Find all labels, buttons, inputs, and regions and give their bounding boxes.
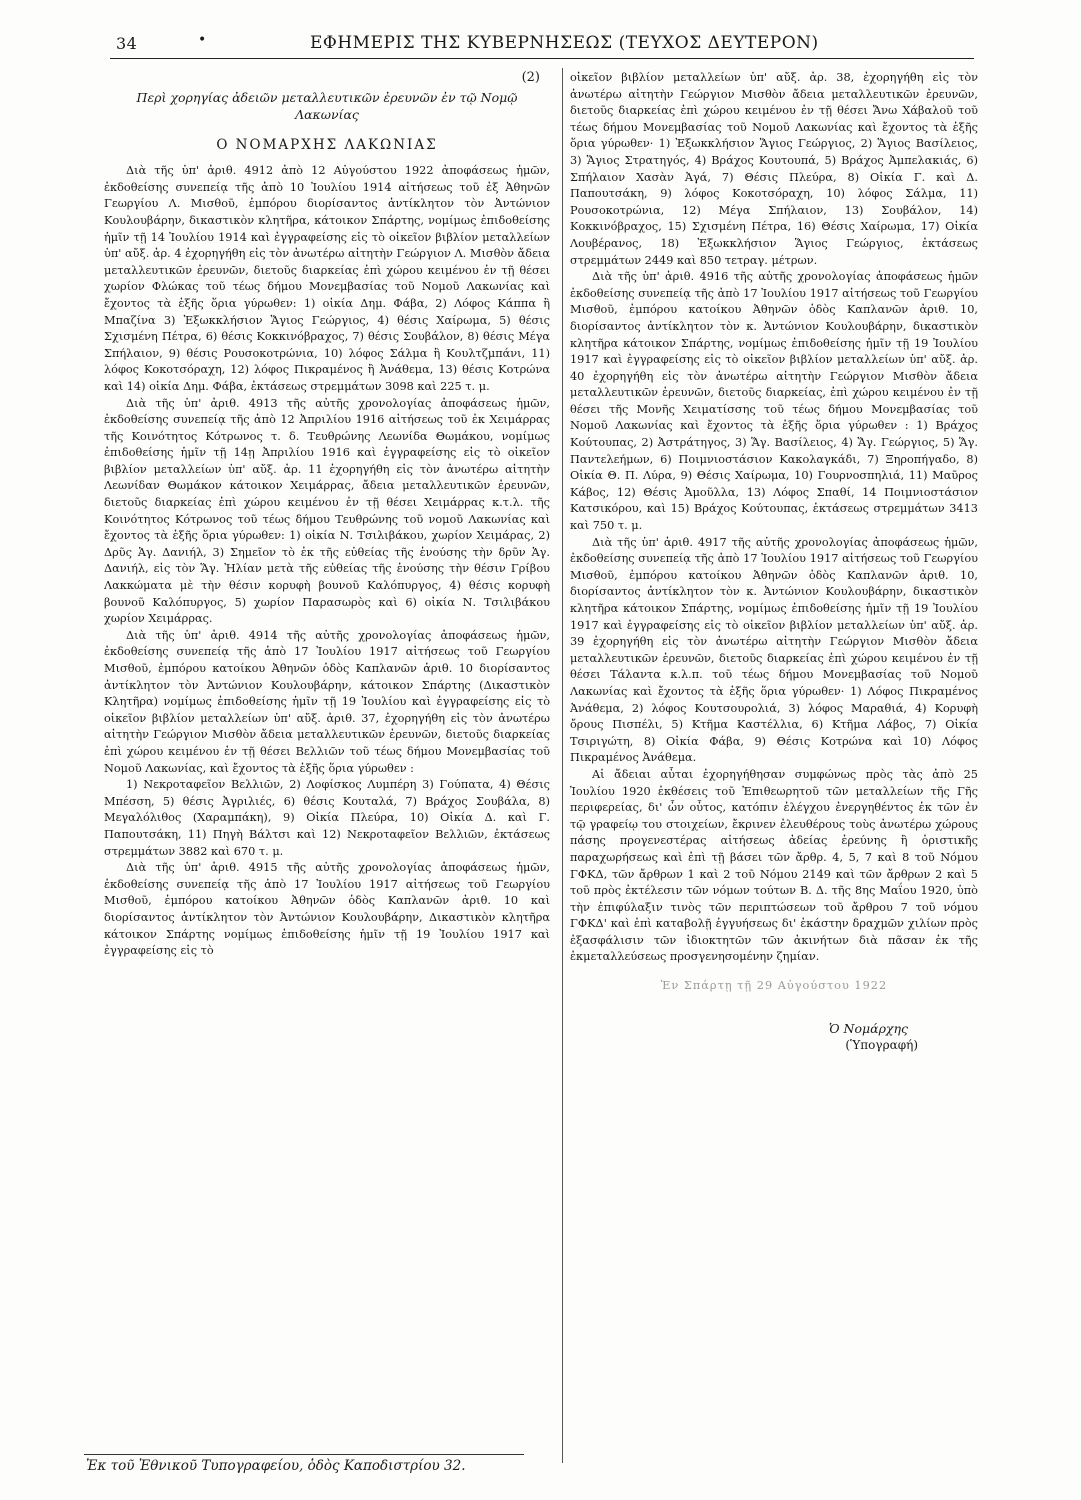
issuing-authority: Ο ΝΟΜΑΡΧΗΣ ΛΑΚΩΝΙΑΣ — [216, 136, 438, 153]
paragraph-4912: Διὰ τῆς ὑπ' ἀριθ. 4912 ἀπὸ 12 Αὐγούστου 1922 ἀποφάσεως ἡμῶν, ἐκδοθείσης συνεπείᾳ τῆς ἀπὸ 10 Ἰουλίου 1914 αἰτήσεως τοῦ ἐξ Ἀθηνῶν Γεωργίου Λ. Μισθοῦ, ἐμπόρου διορίσαντος ἀντίκλητον τὸν Ἀντώνιον Κουλουβάρην, δικαστικὸν κλητῆρα, κάτοικον Σπάρτης, νομίμως ἐπιδοθείσης ἡμῖν τῇ 14 Ἰουλίου 1914 καὶ ἐγγραφείσης εἰς τὸ οἰκεῖον βιβλίον μεταλλείων ὑπ' αὔξ. ἀρ. 4 ἐχορηγήθη εἰς τὸν ἀνωτέρω αἰτητὴν Γεώργιον Λ. Μισθὸν ἄδεια μεταλλευτικῶν ἐρευνῶν, διετοῦς διαρκείας ἐπὶ χώρου κειμένου ἐν τῇ θέσει χωρίον Φλώκας τοῦ τέως δήμου Μονεμβασίας τοῦ Νομοῦ Λακωνίας καὶ ἔχοντος τὰ ἑξῆς ὅρια γύρωθεν: 1) οἰκία Δημ. Φάβα, 2) Λόφος Κάππα ἢ Μπαζίνα 3) Ἐξωκκλήσιον Ἅγιος Γεώργιος, 4) θέσις Χαίρωμα, 5) θέσις Σχισμένη Πέτρα, 6) θέσις Κοκκινόβραχος, 7) θέσις Σουβάλον, 8) θέσις Μέγα Σπήλαιον, 9) θέσις Ρουσοκοτρώνια, 10) λόφος Σάλμα ἢ Κουλτζμπάνι, 11) λόφος Κοκοτσόραχη, 12) λόφος Πικραμένος ἢ Ἀνάθεμα, 13) θέσις Κοτρώνα καὶ 14) οἰκία Δημ. Φάβα, ἐκτάσεως στρεμμάτων 3098 καὶ 225 τ. μ. — [104, 164, 550, 393]
printer-footer: Ἐκ τοῦ Ἐθνικοῦ Τυπογραφείου, ὁδὸς Καποδιστρίου 32. — [86, 1458, 466, 1474]
decision-subject: Περὶ χορηγίας ἀδειῶν μεταλλευτικῶν ἐρευνῶν ἐν τῷ Νομῷ Λακωνίας — [136, 89, 518, 122]
decision-number: (2) — [521, 70, 540, 85]
paragraph-4915-start: Διὰ τῆς ὑπ' ἀριθ. 4915 τῆς αὐτῆς χρονολογίας ἀποφάσεως ἡμῶν, ἐκδοθείσης συνεπείᾳ τῆς ἀπὸ 17 Ἰουλίου 1917 αἰτήσεως τοῦ Γεωργίου Μισθοῦ, ἐμπόρου κατοίκου Ἀθηνῶν ὁδὸς Καπλανῶν ἀριθ. 10 καὶ διορίσαντος ἀντίκλητον τὸν Ἀντώνιον Κουλουβάρην, Δικαστικὸν κλητῆρα κάτοικον Σπάρτης νομίμως ἐπιδοθείσης ἡμῖν τῇ 19 Ἰουλίου 1917 καὶ ἐγγραφείσης εἰς τὸ — [104, 861, 550, 958]
right-column — [570, 70, 978, 1054]
page-header — [110, 30, 970, 58]
signature-note: (Ὑπογραφή) — [845, 1038, 918, 1053]
date-line: Ἐν Σπάρτῃ τῇ 29 Αὐγούστου 1922 — [660, 979, 888, 993]
paragraph-4914-boundaries: 1) Νεκροταφεῖον Βελλιῶν, 2) Λοφίσκος Λυμπέρη 3) Γούπατα, 4) Θέσις Μπέσση, 5) θέσις Ἀγριλιές, 6) θέσις Κουταλά, 7) Βράχος Σουβάλα, 8) Μεγαλόλιθος (Χαραμπάκη), 9) Οἰκία Πλεύρα, 10) Οἰκία Δ. καὶ Γ. Παπουτσάκη, 11) Πηγὴ Βάλτσι καὶ 12) Νεκροταφεῖον Βελλιῶν, ἐκτάσεως στρεμμάτων 3882 καὶ 670 τ. μ. — [104, 778, 550, 858]
paragraph-4914: Διὰ τῆς ὑπ' ἀριθ. 4914 τῆς αὐτῆς χρονολογίας ἀποφάσεως ἡμῶν, ἐκδοθείσης συνεπείᾳ τῆς ἀπὸ 17 Ἰουλίου 1917 αἰτήσεως τοῦ Γεωργίου Μισθοῦ, ἐμπόρου κατοίκου Ἀθηνῶν ὁδὸς Καπλανῶν ἀριθ. 10 διορίσαντος ἀντίκλητον τὸν Ἀντώνιον Κουλουβάρην, κάτοικον Σπάρτης (Δικαστικὸν Κλητῆρα) νομίμως ἐπιδοθείσης ἡμῖν τῇ 19 Ἰουλίου καὶ ἐγγραφείσης εἰς τὸ οἰκεῖον βιβλίον μεταλλείων ὑπ' αὔξ. ἀριθ. 37, ἐχορηγήθη εἰς τὸν ἀνωτέρω αἰτητὴν Γεώργιον Μισθὸν ἄδεια μεταλλευτικῶν ἐρευνῶν, διετοῦς διαρκείας ἐπὶ χώρου κειμένου ἐν τῇ θέσει Βελλιῶν τοῦ τέως δήμου Μονεμβασίας τοῦ Νομοῦ Λακωνίας, καὶ ἔχοντος τὰ ἑξῆς ὅρια γύρωθεν : — [104, 628, 550, 775]
paragraph-4915-cont: οἰκεῖον βιβλίον μεταλλείων ὑπ' αὔξ. ἀρ. 38, ἐχορηγήθη εἰς τὸν ἀνωτέρω αἰτητὴν Γεώργιον Μισθὸν ἄδεια μεταλλευτικῶν ἐρευνῶν, διετοῦς διαρκείας ἐπὶ χώρου κειμένου ἐν τῇ θέσει Ἄνω Χάβαλοῦ τοῦ τέως δήμου Μονεμβασίας τοῦ Νομοῦ Λακωνίας καὶ ἔχοντος τὰ ἑξῆς ὅρια γύρωθεν· 1) Ἐξωκκλήσιον Ἅγιος Γεώργιος, 2) Ἅγιος Βασίλειος, 3) Ἅγιος Στρατηγός, 4) Βράχος Κουτουπά, 5) Βράχος Ἀμπελακιάς, 6) Σπήλαιον Χασὰν Ἀγά, 7) Θέσις Πλεύρα, 8) Οἰκία Γ. καὶ Δ. Παπουτσάκη, 9) λόφος Κοκοτσόραχη, 10) λόφος Σάλμα, 11) Ρουσοκοτρώνια, 12) Μέγα Σπήλαιον, 13) Σουβάλον, 14) Κοκκινόβραχος, 15) Σχισμένη Πέτρα, 16) Θέσις Χαίρωμα, 17) Οἰκία Λουβέρανος, 18) Ἐξωκκλήσιον Ἅγιος Γεώργιος, ἐκτάσεως στρεμμάτων 2449 καὶ 850 τετραγ. μέτρων. — [570, 71, 978, 267]
paragraph-4917: Διὰ τῆς ὑπ' ἀριθ. 4917 τῆς αὐτῆς χρονολογίας ἀποφάσεως ἡμῶν, ἐκδοθείσης συνεπείᾳ τῆς ἀπὸ 17 Ἰουλίου 1917 αἰτήσεως τοῦ Γεωργίου Μισθοῦ, ἐμπόρου κατοίκου Ἀθηνῶν ὁδὸς Καπλανῶν ἀριθ. 10, διορίσαντος ἀντίκλητον τὸν κ. Ἀντώνιον Κουλουβάρην, δικαστικὸν κλητῆρα κάτοικον Σπάρτης, νομίμως ἐπιδοθείσης ἡμῖν τῇ 19 Ἰουλίου 1917 καὶ ἐγγραφείσης εἰς τὸ οἰκεῖον βιβλίον μεταλλείων ὑπ' αὔξ. ἀρ. 39 ἐχορηγήθη εἰς τὸν ἀνωτέρω αἰτητὴν Γεώργιον Μισθὸν ἄδεια μεταλλευτικῶν ἐρευνῶν, διετοῦς διαρκείας ἐπὶ χώρου κειμένου ἐν τῇ θέσει Τάλαντα κ.λ.π. τοῦ τέως δήμου Μονεμβασίας τοῦ Νομοῦ Λακωνίας καὶ ἔχοντος τὰ ἑξῆς ὅρια γύρωθεν· 1) Λόφος Πικραμένος Ἀνάθεμα, 2) λόφος Κουτσουρολιά, 3) λόφος Μαραθιά, 4) Κορυφὴ ὄρους Πισπέλι, 5) Κτῆμα Καστέλλια, 6) Κτῆμα Λάβος, 7) Οἰκία Τσιριγώτη, 8) Οἰκία Φάβα, 9) Θέσις Κοτρώνα καὶ 10) Λόφος Πικραμένος Ἀνάθεμα. — [570, 535, 978, 765]
column-divider — [562, 68, 563, 1463]
signatory-office: Ὁ Νομάρχης — [828, 1020, 908, 1036]
paragraph-4916: Διὰ τῆς ὑπ' ἀριθ. 4916 τῆς αὐτῆς χρονολογίας ἀποφάσεως ἡμῶν ἐκδοθείσης συνεπείᾳ τῆς ἀπὸ 17 Ἰουλίου 1917 αἰτήσεως τοῦ Γεωργίου Μισθοῦ, ἐμπόρου κατοίκου Ἀθηνῶν ὁδὸς Καπλανῶν ἀριθ. 10, διορίσαντος ἀντίκλητον τὸν κ. Ἀντώνιον Κουλουβάρην, δικαστικὸν κλητῆρα κάτοικον Σπάρτης, νομίμως ἐπιδοθείσης ἡμῖν τῇ 19 Ἰουλίου 1917 καὶ ἐγγραφείσης εἰς τὸ οἰκεῖον βιβλίον μεταλλείων ὑπ' αὔξ. ἀρ. 40 ἐχορηγήθη εἰς τὸν ἀνωτέρω αἰτητὴν Γεώργιον Μισθὸν ἄδεια μεταλλευτικῶν ἐρευνῶν, διετοῦς διαρκείας, ἐπὶ χώρου κειμένου ἐν τῇ θέσει τῆς Μονῆς Χειματίσσης τοῦ τέως δήμου Μονεμβασίας τοῦ Νομοῦ Λακωνίας καὶ ἔχοντος τὰ ἑξῆς ὅρια γύρωθεν : 1) Βράχος Κούτουπας, 2) Ἀστράτηγος, 3) Ἅγ. Βασίλειος, 4) Ἅγ. Γεώργιος, 5) Ἅγ. Παντελεήμων, 6) Ποιμνιοστάσιον Κακολαγκάδι, 7) Ξηροπήγαδο, 8) Οἰκία Θ. Π. Λύρα, 9) Θέσις Χαίρωμα, 10) Γουρνοσπηλιά, 11) Μαῦρος Κάβος, 12) Θέσις Ἀμοῦλλα, 13) Λόφος Σπαθί, 14 Ποιμνιοστάσιον Κατσικόρου, καὶ 15) Βράχος Κούτουπας, ἐκτάσεως στρεμμάτων 3413 καὶ 750 τ. μ. — [570, 270, 978, 533]
header-rule — [110, 58, 974, 59]
header-bullet: • — [198, 32, 207, 48]
page-number: 34 — [116, 34, 138, 53]
left-column — [104, 70, 550, 960]
footer-rule — [84, 1454, 524, 1455]
paragraph-grounds: Αἱ ἄδειαι αὗται ἐχορηγήθησαν συμφώνως πρὸς τὰς ἀπὸ 25 Ἰουλίου 1920 ἐκθέσεις τοῦ Ἐπιθεωρητοῦ τῶν μεταλλείων τῆς Γῆς περιφερείας, δι' ὧν οὗτος, κατόπιν ἐλέγχου ἐνεργηθέντος ἐκ τῶν ἐν τῷ γραφείῳ του στοιχείων, ἔκρινεν ἐλευθέρους τοὺς ἀνωτέρω χώρους πάσης προγενεστέρας αἰτήσεως ἀδείας ἐρεύνης ἢ ὁριστικῆς παραχωρήσεως καὶ ἐπὶ τῇ βάσει τῶν ἄρθρ. 4, 5, 7 καὶ 8 τοῦ Νόμου ΓΦΚΔ, τῶν ἄρθρων 1 καὶ 2 τοῦ Νόμου 2149 καὶ τῶν ἄρθρων 2 καὶ 5 τοῦ πρὸς ἐκτέλεσιν τῶν νόμων τούτων Β. Δ. τῆς 8ης Μαΐου 1920, ὑπὸ τὴν ἐπιφύλαξιν τινὸς τῶν περιπτώσεων τοῦ ἄρθρου 7 τοῦ νόμου ΓΦΚΔ' καὶ ἐπὶ καταβολῇ ἐγγυήσεως δι' ἑκάστην δραχμῶν χιλίων πρὸς ἐξασφάλισιν τῶν ἰδιοκτητῶν τῶν ἀκινήτων διὰ πᾶσαν ἐκ τῆς ἐκμεταλλεύσεως προσγενησομένην ζημίαν. — [570, 767, 978, 964]
gazette-title: ΕΦΗΜΕΡΙΣ ΤΗΣ ΚΥΒΕΡΝΗΣΕΩΣ (ΤΕΥΧΟΣ ΔΕΥΤΕΡΟΝ) — [310, 33, 819, 53]
paragraph-4913: Διὰ τῆς ὑπ' ἀριθ. 4913 τῆς αὐτῆς χρονολογίας ἀποφάσεως ἡμῶν, ἐκδοθείσης συνεπείᾳ τῆς ἀπὸ 12 Ἀπριλίου 1916 αἰτήσεως τοῦ ἐκ Χειμάρρας τῆς Κοινότητος Κότρωνος τ. δ. Τευθρώνης Λεωνίδα Θωμάκου, νομίμως ἐπιδοθείσης ἡμῖν τῇ 14ῃ Ἀπριλίου 1916 καὶ ἐγγραφείσης εἰς τὸ οἰκεῖον βιβλίον μεταλλείων ὑπ' αὔξ. ἀρ. 11 ἐχορηγήθη εἰς τὸν ἀνωτέρω αἰτητὴν Λεωνίδαν Θωμάκον κάτοικον Χειμάρρας, ἄδεια μεταλλευτικῶν ἐρευνῶν, διετοῦς διαρκείας ἐπὶ χώρου κειμένου ἐν τῇ θέσει Χειμάρρας κ.τ.λ. τῆς Κοινότητος Κότρωνος τοῦ τέως δήμου Τευθρώνης τοῦ νομοῦ Λακωνίας καὶ ἔχοντος τὰ ἑξῆς ὅρια γύρωθεν: 1) οἰκία Ν. Τσιλιβάκου, χωρίον Χειμάρας, 2) Δρῦς Ἁγ. Δανιήλ, 3) Σημεῖον τὸ ἐκ τῆς εὐθείας τῆς ἑνούσης τὴν δρῦν Ἁγ. Δανιήλ, εἰς τὸν Ἅγ. Ἠλίαν μετὰ τῆς εὐθείας τῆς ἑνούσης τὴν θέσιν Γρίβου Λακκώματα μὲ τὴν θέσιν κορυφὴ βουνοῦ Καλόπυργος, 4) θέσις κορυφὴ βουνοῦ Καλόπυργος, 5) χωρίον Παρασωρὸς καὶ 6) οἰκία Ν. Τσιλιβάκου χωρίον Χειμάρρας. — [104, 396, 550, 626]
